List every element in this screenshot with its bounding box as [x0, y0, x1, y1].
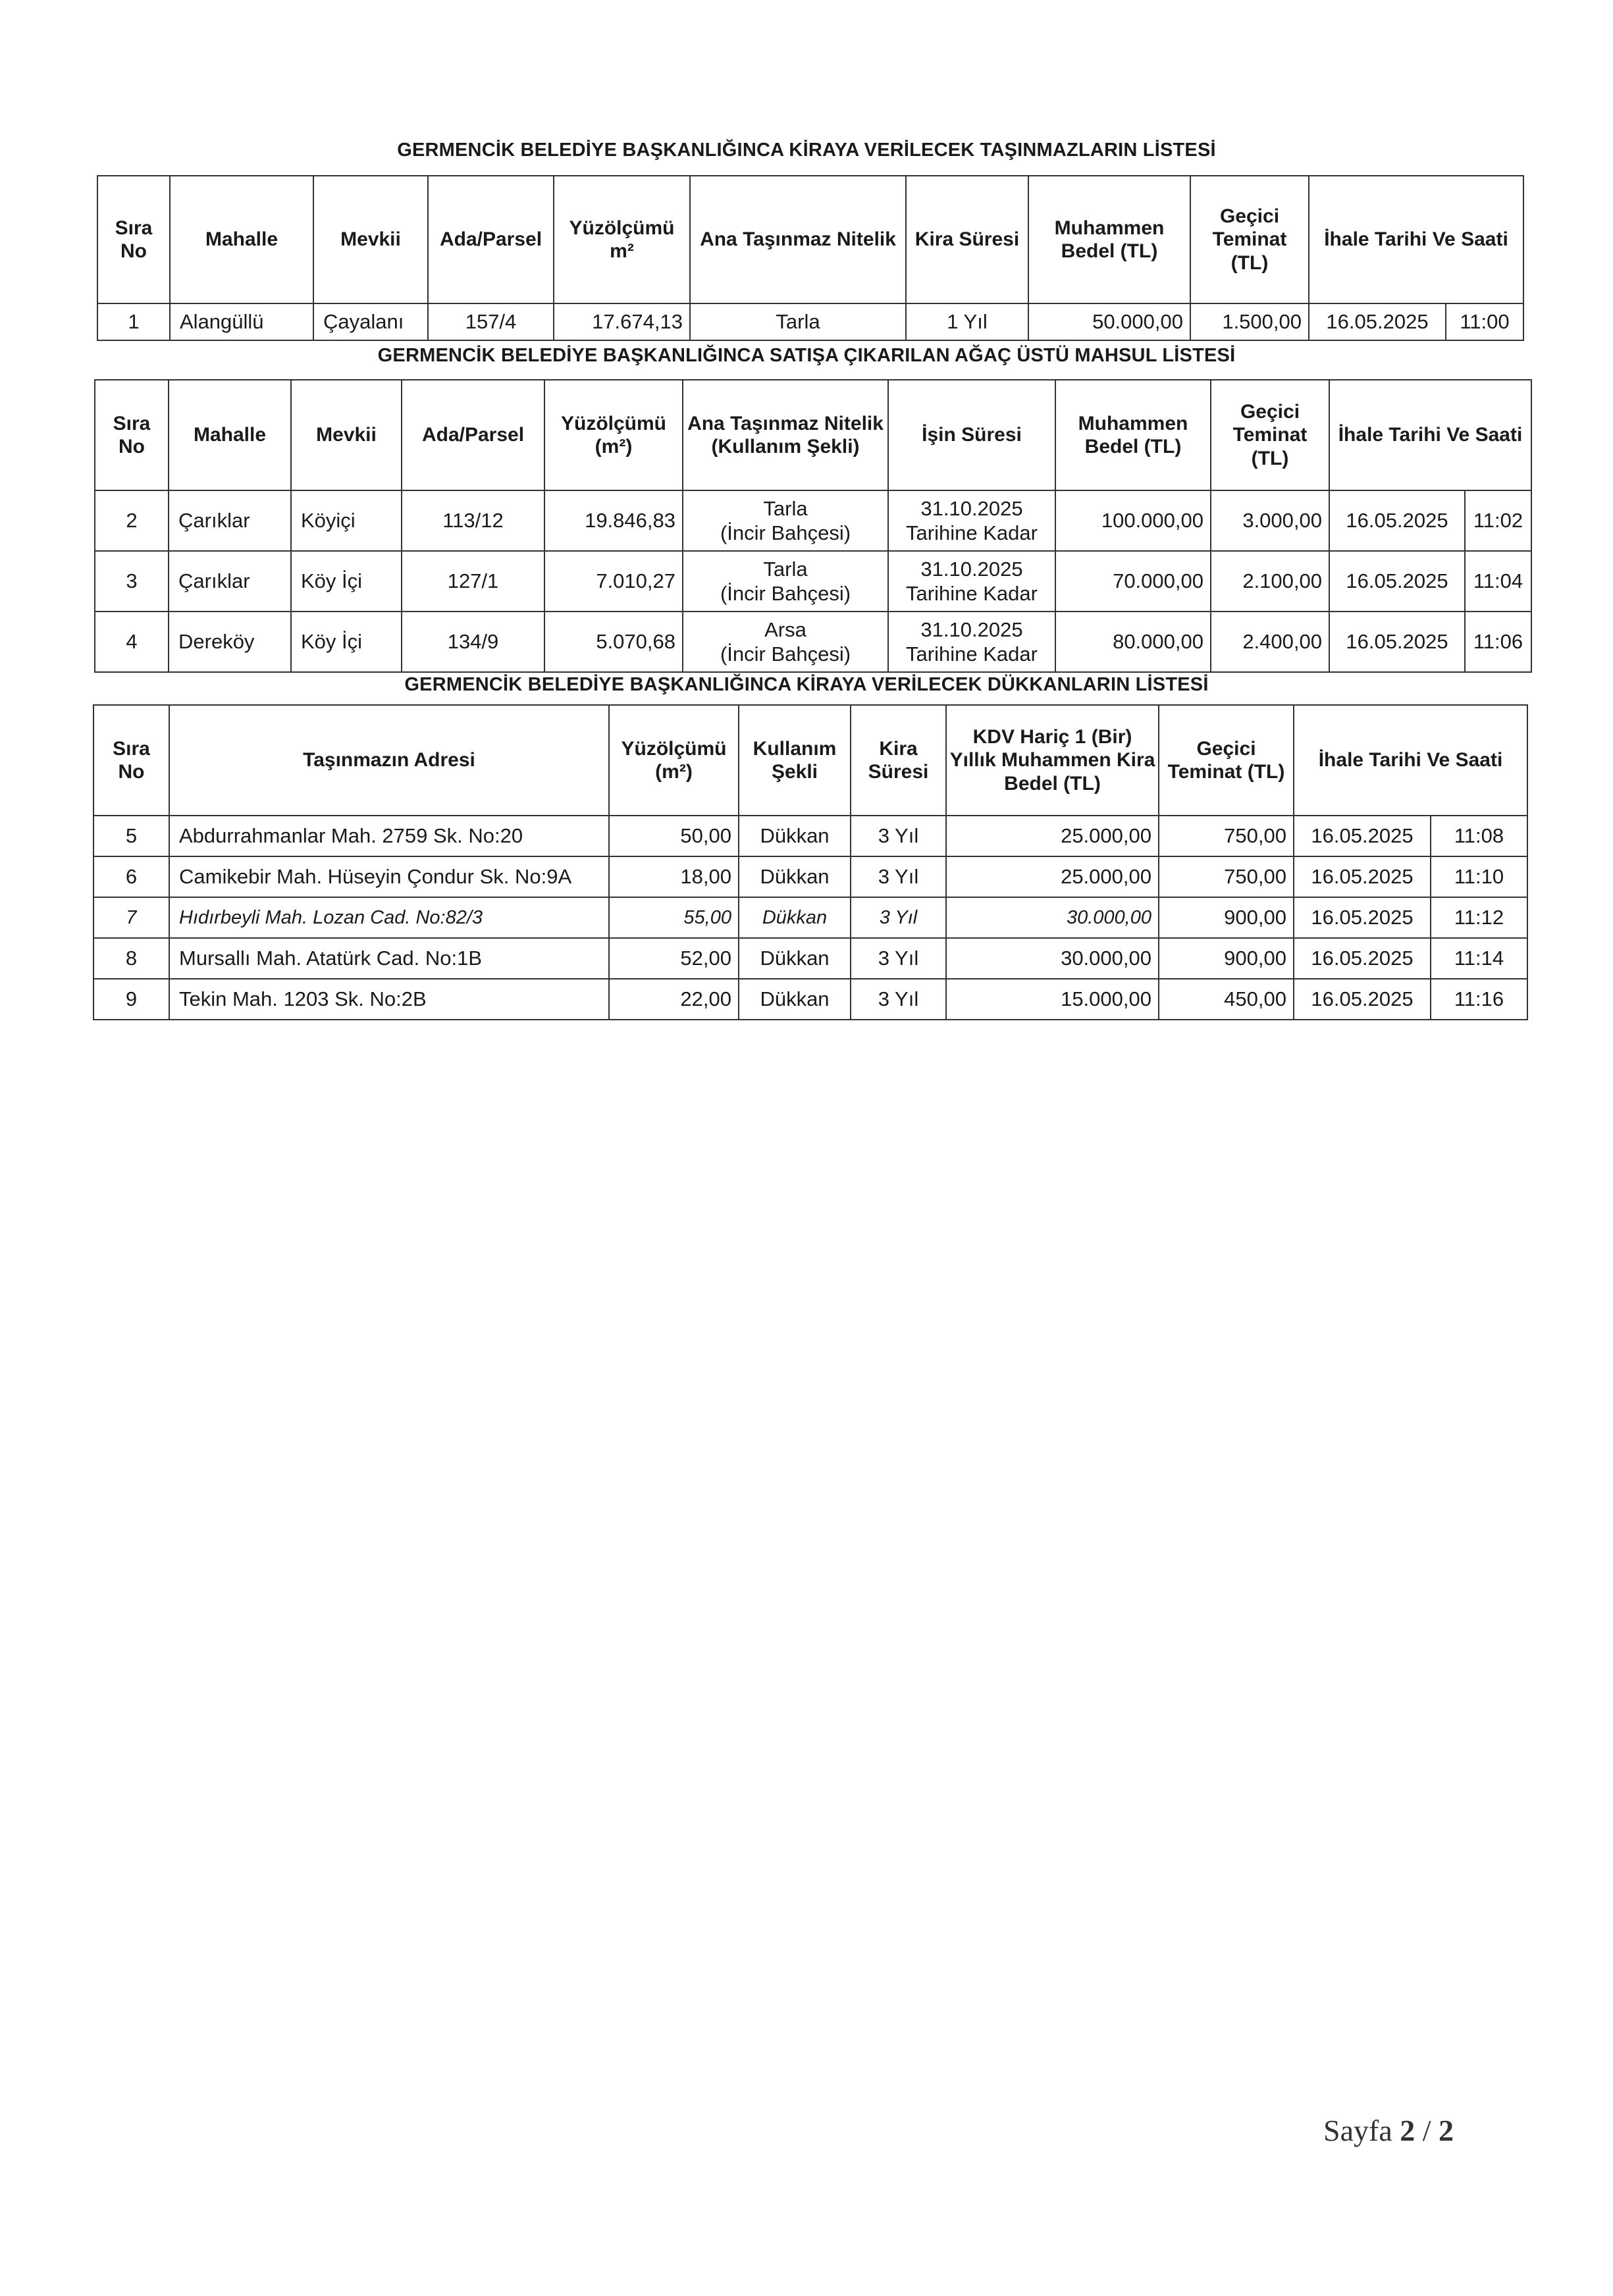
cell-mahalle: Çarıklar [169, 551, 291, 612]
cell-yuzolcumu: 5.070,68 [544, 612, 683, 672]
table-row [93, 856, 1527, 897]
rental-properties-table [97, 175, 1524, 341]
cell-yuzolcumu: 18,00 [609, 856, 739, 897]
cell-bedel: 70.000,00 [1055, 551, 1211, 612]
page-number [1323, 2113, 1454, 2148]
cell-adres: Mursallı Mah. Atatürk Cad. No:1B [169, 938, 609, 979]
header-mevkii: Mevkii [291, 380, 402, 490]
cell-mevkii: Köyiçi [291, 490, 402, 551]
header-nitelik: Ana Taşınmaz Nitelik (Kullanım Şekli) [683, 380, 888, 490]
cell-adres: Tekin Mah. 1203 Sk. No:2B [169, 979, 609, 1020]
cell-saat: 11:06 [1465, 612, 1531, 672]
cell-mahalle: Dereköy [169, 612, 291, 672]
cell-no: 9 [93, 979, 169, 1020]
cell-mevkii: Çayalanı [313, 303, 428, 340]
cell-kullanim: Dükkan [739, 979, 851, 1020]
cell-mevkii: Köy İçi [291, 551, 402, 612]
table-row [93, 897, 1527, 938]
cell-saat: 11:12 [1431, 897, 1527, 938]
table1-title: GERMENCİK BELEDİYE BAŞKANLIĞINCA KİRAYA VERİLECEK TAŞINMAZLARIN LİSTESİ [397, 140, 1216, 161]
cell-bedel: 30.000,00 [946, 938, 1159, 979]
cell-ada-parsel: 127/1 [402, 551, 544, 612]
cell-yuzolcumu: 55,00 [609, 897, 739, 938]
cell-saat: 11:14 [1431, 938, 1527, 979]
cell-bedel: 25.000,00 [946, 816, 1159, 856]
header-yuzolcumu: Yüzölçümü m² [554, 176, 690, 303]
header-isin-suresi: İşin Süresi [888, 380, 1055, 490]
cell-teminat: 900,00 [1159, 897, 1294, 938]
cell-saat: 11:10 [1431, 856, 1527, 897]
table-row [93, 816, 1527, 856]
cell-teminat: 750,00 [1159, 856, 1294, 897]
cell-kullanim: Dükkan [739, 938, 851, 979]
header-muhammen-bedel: Muhammen Bedel (TL) [1055, 380, 1211, 490]
cell-ada-parsel: 113/12 [402, 490, 544, 551]
cell-mahalle: Alangüllü [170, 303, 313, 340]
cell-teminat: 900,00 [1159, 938, 1294, 979]
header-mahalle: Mahalle [170, 176, 313, 303]
cell-kullanim: Dükkan [739, 816, 851, 856]
header-muhammen-bedel: Muhammen Bedel (TL) [1028, 176, 1190, 303]
cell-tarih: 16.05.2025 [1294, 938, 1431, 979]
cell-kullanim: Dükkan [739, 897, 851, 938]
cell-sure [888, 551, 1055, 612]
cell-tarih: 16.05.2025 [1294, 897, 1431, 938]
header-adres: Taşınmazın Adresi [169, 705, 609, 816]
cell-nitelik-type: Arsa [764, 617, 806, 641]
cell-sure [888, 612, 1055, 672]
header-ada-parsel: Ada/Parsel [402, 380, 544, 490]
cell-sure: 3 Yıl [851, 979, 946, 1020]
crop-sale-table [94, 379, 1532, 673]
cell-teminat: 1.500,00 [1190, 303, 1309, 340]
header-kira-bedel: KDV Hariç 1 (Bir) Yıllık Muhammen Kira Bedel (TL) [946, 705, 1159, 816]
cell-tarih: 16.05.2025 [1329, 551, 1465, 612]
cell-bedel: 80.000,00 [1055, 612, 1211, 672]
cell-mevkii: Köy İçi [291, 612, 402, 672]
header-kira-suresi: Kira Süresi [851, 705, 946, 816]
cell-kullanim: (İncir Bahçesi) [720, 582, 851, 605]
rental-shops-table [93, 704, 1528, 1020]
table-header-row [93, 705, 1527, 816]
cell-no: 8 [93, 938, 169, 979]
cell-tarih: 16.05.2025 [1294, 979, 1431, 1020]
cell-nitelik [683, 551, 888, 612]
cell-saat: 11:00 [1446, 303, 1523, 340]
cell-nitelik-type: Tarla [763, 496, 808, 520]
cell-nitelik [683, 612, 888, 672]
cell-ada-parsel: 157/4 [428, 303, 554, 340]
cell-no: 7 [93, 897, 169, 938]
cell-saat: 11:02 [1465, 490, 1531, 551]
cell-teminat: 450,00 [1159, 979, 1294, 1020]
cell-saat: 11:16 [1431, 979, 1527, 1020]
cell-sure: 3 Yıl [851, 816, 946, 856]
header-nitelik: Ana Taşınmaz Nitelik [690, 176, 906, 303]
table-row [95, 551, 1531, 612]
table3-title: GERMENCİK BELEDİYE BAŞKANLIĞINCA KİRAYA VERİLECEK DÜKKANLARIN LİSTESİ [404, 674, 1209, 695]
cell-mahalle: Çarıklar [169, 490, 291, 551]
page-total: 2 [1439, 2114, 1454, 2147]
header-ada-parsel: Ada/Parsel [428, 176, 554, 303]
cell-no: 3 [95, 551, 169, 612]
cell-nitelik [683, 490, 888, 551]
cell-saat: 11:04 [1465, 551, 1531, 612]
header-gecici-teminat: Geçici Teminat (TL) [1159, 705, 1294, 816]
cell-sure-suffix: Tarihine Kadar [906, 582, 1038, 605]
cell-yuzolcumu: 17.674,13 [554, 303, 690, 340]
cell-adres: Hıdırbeyli Mah. Lozan Cad. No:82/3 [169, 897, 609, 938]
header-sira-no: Sıra No [97, 176, 170, 303]
header-kira-suresi: Kira Süresi [906, 176, 1028, 303]
cell-sure-date: 31.10.2025 [920, 617, 1023, 641]
cell-nitelik-type: Tarla [763, 557, 808, 581]
cell-teminat: 2.400,00 [1211, 612, 1329, 672]
table-row [95, 612, 1531, 672]
cell-kullanim: (İncir Bahçesi) [720, 642, 851, 665]
cell-sure: 3 Yıl [851, 938, 946, 979]
table-row [95, 490, 1531, 551]
cell-tarih: 16.05.2025 [1309, 303, 1446, 340]
header-yuzolcumu: Yüzölçümü (m²) [544, 380, 683, 490]
table-row [93, 979, 1527, 1020]
page-separator: / [1422, 2114, 1431, 2147]
cell-bedel: 100.000,00 [1055, 490, 1211, 551]
cell-yuzolcumu: 50,00 [609, 816, 739, 856]
cell-bedel: 50.000,00 [1028, 303, 1190, 340]
cell-adres: Camikebir Mah. Hüseyin Çondur Sk. No:9A [169, 856, 609, 897]
cell-teminat: 3.000,00 [1211, 490, 1329, 551]
header-gecici-teminat: Geçici Teminat (TL) [1211, 380, 1329, 490]
cell-no: 6 [93, 856, 169, 897]
cell-yuzolcumu: 52,00 [609, 938, 739, 979]
cell-tarih: 16.05.2025 [1294, 856, 1431, 897]
cell-bedel: 15.000,00 [946, 979, 1159, 1020]
cell-bedel: 25.000,00 [946, 856, 1159, 897]
cell-sure-suffix: Tarihine Kadar [906, 521, 1038, 544]
cell-sure [888, 490, 1055, 551]
table-row [93, 938, 1527, 979]
cell-no: 2 [95, 490, 169, 551]
cell-sure: 3 Yıl [851, 897, 946, 938]
cell-no: 1 [97, 303, 170, 340]
cell-yuzolcumu: 19.846,83 [544, 490, 683, 551]
cell-sure-date: 31.10.2025 [920, 557, 1023, 581]
header-ihale-tarihi: İhale Tarihi Ve Saati [1329, 380, 1531, 490]
cell-ada-parsel: 134/9 [402, 612, 544, 672]
header-ihale-tarihi: İhale Tarihi Ve Saati [1309, 176, 1523, 303]
cell-teminat: 2.100,00 [1211, 551, 1329, 612]
header-sira-no: Sıra No [95, 380, 169, 490]
header-ihale-tarihi: İhale Tarihi Ve Saati [1294, 705, 1527, 816]
cell-tarih: 16.05.2025 [1329, 490, 1465, 551]
header-mevkii: Mevkii [313, 176, 428, 303]
cell-sure-date: 31.10.2025 [920, 496, 1023, 520]
cell-kullanim: (İncir Bahçesi) [720, 521, 851, 544]
cell-bedel: 30.000,00 [946, 897, 1159, 938]
cell-nitelik: Tarla [690, 303, 906, 340]
cell-yuzolcumu: 22,00 [609, 979, 739, 1020]
page-current: 2 [1400, 2114, 1415, 2147]
header-mahalle: Mahalle [169, 380, 291, 490]
table-header-row [97, 176, 1523, 303]
table-row [97, 303, 1523, 340]
header-gecici-teminat: Geçici Teminat (TL) [1190, 176, 1309, 303]
cell-sure: 1 Yıl [906, 303, 1028, 340]
cell-sure: 3 Yıl [851, 856, 946, 897]
cell-tarih: 16.05.2025 [1329, 612, 1465, 672]
table2-title: GERMENCİK BELEDİYE BAŞKANLIĞINCA SATIŞA ÇIKARILAN AĞAÇ ÜSTÜ MAHSUL LİSTESİ [377, 345, 1236, 366]
header-kullanim-sekli: Kullanım Şekli [739, 705, 851, 816]
header-yuzolcumu: Yüzölçümü (m²) [609, 705, 739, 816]
cell-yuzolcumu: 7.010,27 [544, 551, 683, 612]
cell-no: 5 [93, 816, 169, 856]
cell-teminat: 750,00 [1159, 816, 1294, 856]
cell-no: 4 [95, 612, 169, 672]
header-sira-no: Sıra No [93, 705, 169, 816]
cell-tarih: 16.05.2025 [1294, 816, 1431, 856]
cell-saat: 11:08 [1431, 816, 1527, 856]
cell-sure-suffix: Tarihine Kadar [906, 642, 1038, 665]
table-header-row [95, 380, 1531, 490]
cell-kullanim: Dükkan [739, 856, 851, 897]
cell-adres: Abdurrahmanlar Mah. 2759 Sk. No:20 [169, 816, 609, 856]
page-label: Sayfa [1323, 2114, 1392, 2147]
